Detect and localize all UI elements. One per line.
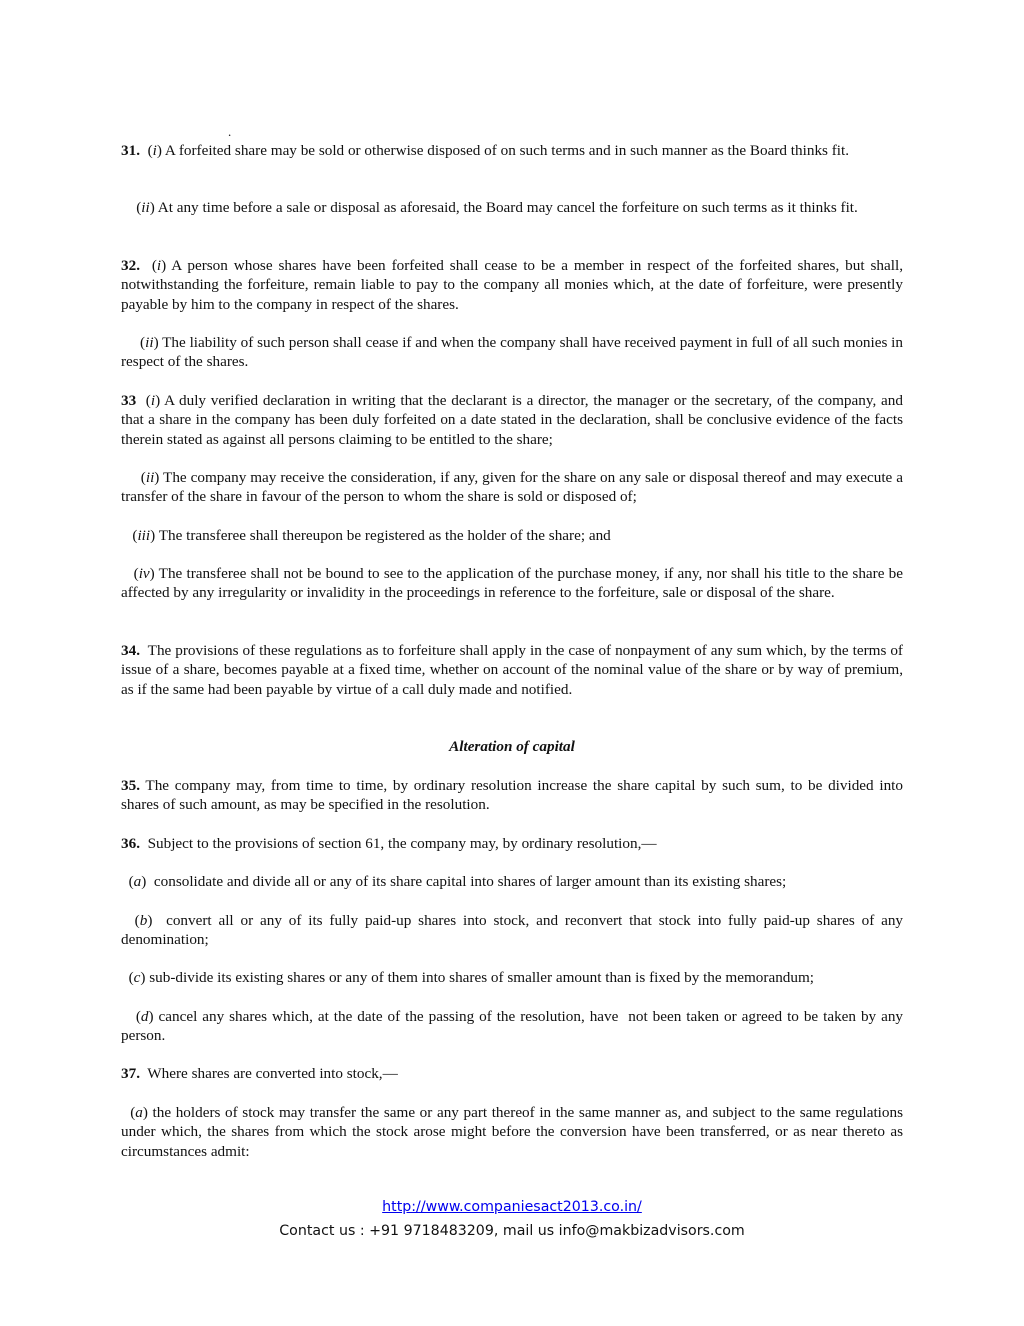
item-marker: ii [145,334,154,351]
clause-text: A forfeited share may be sold or otherwise disposed of on such terms and in such manner as the Board thinks fit. [164,142,850,159]
clause-36-c: (c) sub-divide its existing shares or any of them into shares of smaller amount than is fixed by the memorandum; [121,969,815,986]
clause-36 [121,834,903,853]
stray-mark: . [228,124,232,139]
clause-36-d: (d) cancel any shares which, at the date of the passing of the resolution, have not been taken or agreed to be taken by any person. [121,1008,907,1045]
clause-number: 35. [121,777,140,794]
item-marker: i [150,392,156,409]
clause-text: The company may, from time to time, by ordinary resolution increase the share capital by such sum, to be divided into shares of such amount, as may be specified in the resolution. [121,777,907,814]
clause-text: cancel any shares which, at the date of the passing of the resolution, have not been taken or agreed to be taken by any person. [121,1008,907,1045]
clause-number: 32. [121,257,140,274]
section-heading: Alteration of capital [449,738,575,755]
clause-35 [121,776,907,815]
clause-31-ii: (ii) At any time before a sale or disposal as aforesaid, the Board may cancel the forfeiture on such terms as it thinks fit. [121,199,858,216]
clause-text: the holders of stock may transfer the same or any part thereof in the same manner as, and subject to the same regulations under which, the shares from which the stock arose might before the conversion have been transferred, or as near thereto as circumstances admit: [121,1104,903,1160]
clause-number: 34. [121,642,140,659]
item-marker: c [133,969,141,986]
footer-website-link[interactable]: http://www.companiesact2013.co.in/ [382,1199,642,1215]
clause-text: Where shares are converted into stock,— [139,1065,398,1082]
clause-32-i: 32. (i) A person whose shares have been forfeited shall cease to be a member in respect of the forfeited shares, but shall, notwithstanding the forfeiture, remain liable to pay to the company all monies which, at the date of forfeiture, were presently payable by him to the company in respect of the shares. [121,257,903,313]
clause-number: 36. [121,835,140,852]
clause-text: At any time before a sale or disposal as aforesaid, the Board may cancel the forfeiture on such terms as it thinks fit. [157,199,858,216]
clause-34 [121,641,907,699]
item-marker: iv [138,565,150,582]
clause-text: The liability of such person shall cease if and when the company shall have received payment in full of all such monies in respect of the shares. [121,334,903,371]
clause-number: 37. [121,1065,140,1082]
clause-text: convert all or any of its fully paid-up shares into stock, and reconvert that stock into fully paid-up shares of any denomination; [121,912,904,949]
item-marker: a [135,1104,143,1121]
clause-text: The provisions of these regulations as to forfeiture shall apply in the case of nonpayment of any sum which, by the terms of issue of a share, becomes payable at a fixed time, whether on account of the nominal value of the share or by way of premium, as if the same had been payable by virtue of a call duly made and notified. [121,642,907,698]
clause-text: The transferee shall thereupon be registered as the holder of the share; and [158,527,611,544]
clause-33-i: 33 (i) A duly verified declaration in writing that the declarant is a director, the manager or the secretary, of the company, and that a share in the company has been duly forfeited on a date stated in the declaration, shall be conclusive evidence of the facts therein stated as against all persons claiming to be entitled to the share; [121,392,903,448]
item-marker: b [139,912,148,929]
clause-37-a: (a) the holders of stock may transfer the same or any part thereof in the same manner as, and subject to the same regulations under which, the shares from which the stock arose might before the conversion have been transferred, or as near thereto as circumstances admit: [121,1104,903,1160]
footer-contact: Contact us : +91 9718483209, mail us info@makbizadvisors.com [279,1223,745,1239]
clause-32-ii: (ii) The liability of such person shall cease if and when the company shall have received payment in full of all such monies in respect of the shares. [121,334,903,371]
clause-33-iii: (iii) The transferee shall thereupon be registered as the holder of the share; and [121,527,611,544]
item-marker: i [156,257,162,274]
clause-37 [121,1064,903,1083]
clause-33-iv: (iv) The transferee shall not be bound to see to the application of the purchase money, if any, nor shall his title to the share be affected by any irregularity or invalidity in the proceedings in reference to the forfeiture, sale or disposal of the share. [121,565,903,602]
clause-36-a: (a) consolidate and divide all or any of its share capital into shares of larger amount than its existing shares; [121,873,787,890]
item-marker: iii [137,527,151,544]
clause-text: A duly verified declaration in writing that the declarant is a director, the manager or the secretary, of the company, and that a share in the company has been duly forfeited on a date stated in the declaration, shall be conclusive evidence of the facts therein stated as against all persons claiming to be entitled to the share; [121,392,903,448]
item-marker: ii [145,469,155,486]
item-marker: a [133,873,142,890]
clause-31-i: 31. (i) A forfeited share may be sold or otherwise disposed of on such terms and in such manner as the Board thinks fit. [121,142,850,159]
item-marker: ii [141,199,150,216]
item-marker: i [152,142,157,159]
clause-number: 33 [121,392,137,409]
clause-text: The company may receive the consideration, if any, given for the share on any sale or disposal thereof and may execute a transfer of the share in favour of the person to whom the share is sold or disposed of; [121,469,903,506]
clause-36-b: (b) convert all or any of its fully paid-up shares into stock, and reconvert that stock into fully paid-up shares of any denomination; [121,912,904,949]
clause-text: Subject to the provisions of section 61, the company may, by ordinary resolution,— [139,835,657,852]
item-marker: d [140,1008,149,1025]
clause-33-ii: (ii) The company may receive the consideration, if any, given for the share on any sale or disposal thereof and may execute a transfer of the share in favour of the person to whom the share is sold or disposed of; [121,469,903,506]
clause-text: sub-divide its existing shares or any of them into shares of smaller amount than is fixed by the memorandum; [149,969,815,986]
clause-number: 31. [121,142,140,159]
clause-text: consolidate and divide all or any of its share capital into shares of larger amount than its existing shares; [153,873,787,890]
clause-text: A person whose shares have been forfeited shall cease to be a member in respect of the forfeited shares, but shall, notwithstanding the forfeiture, remain liable to pay to the company all monies which, at the date of forfeiture, were presently payable by him to the company in respect of the shares. [121,257,903,313]
clause-text: The transferee shall not be bound to see to the application of the purchase money, if any, nor shall his title to the share be affected by any irregularity or invalidity in the proceedings in reference to the forfeiture, sale or disposal of the share. [121,565,903,602]
